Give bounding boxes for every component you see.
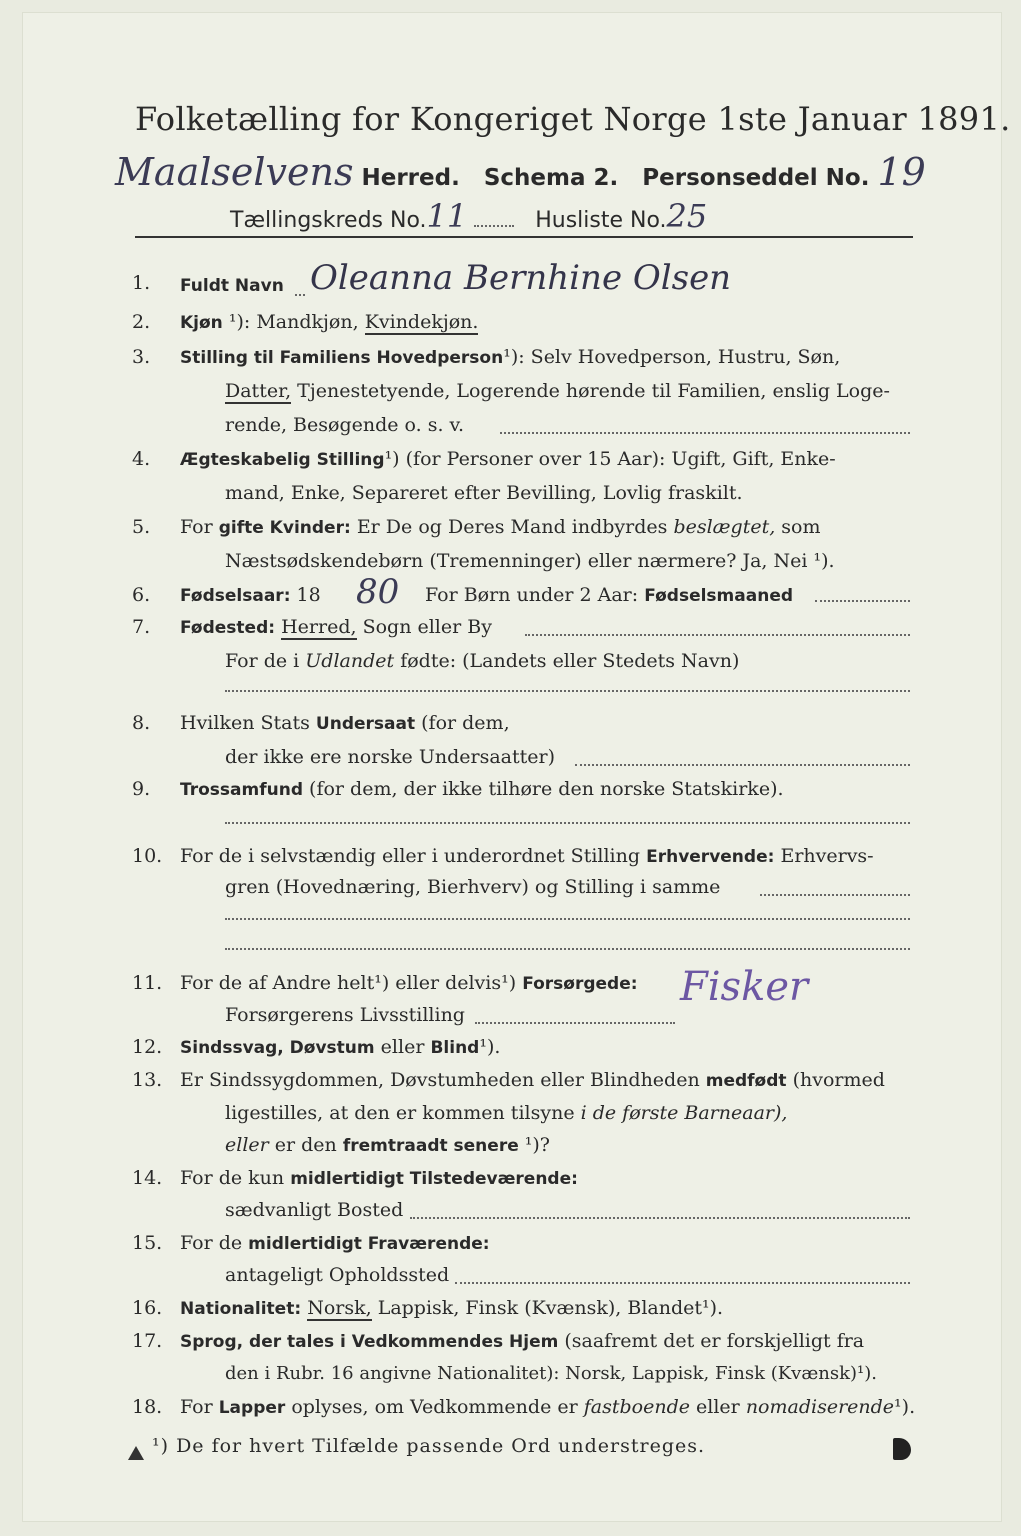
option-kvindekjon-underlined: Kvindekjøn. bbox=[364, 311, 479, 333]
item-text: ¹) (for Personer over 15 Aar): Ugift, Gift, Enke- bbox=[384, 448, 836, 470]
item-text: rende, Besøgende o. s. v. bbox=[225, 414, 465, 436]
item-number: 4. bbox=[132, 448, 151, 470]
item-label: Fødselsaar: bbox=[180, 586, 291, 606]
item-text: sædvanligt Bosted bbox=[225, 1199, 404, 1221]
item-label: Trossamfund bbox=[180, 780, 303, 800]
item-text: For bbox=[180, 1396, 213, 1418]
provider-occupation-handwritten: Fisker bbox=[680, 964, 809, 1010]
item-label: Stilling til Familiens Hovedperson bbox=[180, 348, 504, 368]
item-text-italic: nomadiserende bbox=[745, 1396, 895, 1418]
item-text-italic: i de første Barneaar), bbox=[580, 1102, 788, 1124]
item-label: medfødt bbox=[705, 1071, 787, 1091]
item-label: Ægteskabelig Stilling bbox=[180, 450, 385, 470]
item-text: den i Rubr. 16 angivne Nationalitet): Norsk, Lappisk, Finsk (Kvænsk)¹). bbox=[225, 1363, 877, 1384]
item-label: Forsørgede: bbox=[522, 974, 638, 994]
item-label: Fuldt Navn bbox=[180, 276, 284, 296]
item-text: For de af Andre helt¹) eller delvis¹) bbox=[180, 972, 517, 994]
item-text: er den bbox=[274, 1134, 337, 1156]
item-text: mand, Enke, Separeret efter Bevilling, Lovlig fraskilt. bbox=[225, 482, 743, 504]
item-number: 1. bbox=[132, 272, 151, 294]
year-prefix: 18 bbox=[296, 584, 321, 606]
herred-name-handwritten: Maalselvens bbox=[115, 150, 354, 194]
item-number: 18. bbox=[132, 1396, 163, 1418]
item-number: 16. bbox=[132, 1297, 163, 1319]
item-text: Tjenestetyende, Logerende hørende til Familien, enslig Loge- bbox=[297, 380, 890, 402]
item-text: Lappisk, Finsk (Kvænsk), Blandet¹). bbox=[377, 1297, 724, 1319]
triangle-mark-icon bbox=[128, 1446, 144, 1460]
item-text: (saafremt det er forskjelligt fra bbox=[564, 1330, 865, 1352]
footnote-ref: ¹)? bbox=[524, 1134, 550, 1156]
footnote-ref: ¹): bbox=[228, 311, 251, 333]
item-text-italic: fastboende bbox=[583, 1396, 690, 1418]
item-number: 13. bbox=[132, 1069, 163, 1091]
item-label: gifte Kvinder: bbox=[218, 518, 351, 538]
item-text-italic: eller bbox=[225, 1134, 269, 1156]
item-label: Sprog, der tales i Vedkommendes Hjem bbox=[180, 1332, 559, 1352]
item-number: 11. bbox=[132, 972, 163, 994]
item-number: 8. bbox=[132, 712, 151, 734]
item-text: Er De og Deres Mand indbyrdes bbox=[356, 516, 668, 538]
item-text: (hvormed bbox=[792, 1069, 885, 1091]
form-subheader bbox=[115, 150, 926, 194]
kreds-label: Tællingskreds No. bbox=[230, 208, 427, 233]
kreds-number: 11 bbox=[426, 197, 468, 235]
item-number: 12. bbox=[132, 1036, 163, 1058]
item-text: Forsørgerens Livsstilling bbox=[225, 1004, 465, 1026]
item-number: 6. bbox=[132, 584, 151, 606]
item-text: Er Sindssygdommen, Døvstumheden eller Blindheden bbox=[180, 1069, 700, 1091]
item-label: Undersaat bbox=[315, 714, 416, 734]
option-mandkjon: Mandkjøn, bbox=[256, 311, 359, 333]
footnote-ref: ¹). bbox=[479, 1036, 501, 1058]
item-label: fremtraadt senere bbox=[342, 1136, 519, 1156]
item-text: Hvilken Stats bbox=[180, 712, 310, 734]
item-label: midlertidigt Fraværende: bbox=[248, 1234, 490, 1254]
item-text: For de kun bbox=[180, 1167, 285, 1189]
item-text: For de i bbox=[225, 650, 300, 672]
item-number: 3. bbox=[132, 346, 151, 368]
header-divider bbox=[135, 236, 913, 238]
item-label: Lapper bbox=[218, 1398, 286, 1418]
item-text: Næstsødskendebørn (Tremenninger) eller nærmere? Ja, Nei ¹). bbox=[225, 550, 835, 572]
item-text: som bbox=[781, 516, 821, 538]
item-text: antageligt Opholdssted bbox=[225, 1264, 450, 1286]
item-number: 5. bbox=[132, 516, 151, 538]
item-label: Blind bbox=[430, 1038, 480, 1058]
item-text: gren (Hovednæring, Bierhverv) og Stilling i samme bbox=[225, 876, 721, 898]
item-label: Fødselsmaaned bbox=[644, 586, 794, 606]
item-label: midlertidigt Tilstedeværende: bbox=[290, 1169, 578, 1189]
personseddel-number: 19 bbox=[877, 150, 926, 194]
item-label: Sindssvag, Døvstum bbox=[180, 1038, 375, 1058]
item-text: Sogn eller By bbox=[362, 616, 492, 638]
blank-line bbox=[225, 948, 910, 950]
schema-label: Schema 2. bbox=[483, 165, 619, 191]
item-text: eller bbox=[696, 1396, 740, 1418]
item-number: 14. bbox=[132, 1167, 163, 1189]
blank-line bbox=[225, 690, 910, 692]
form-subheader-2 bbox=[230, 197, 850, 233]
husliste-label: Husliste No. bbox=[535, 208, 667, 233]
item-label: Erhvervende: bbox=[646, 847, 775, 867]
item-text: For Børn under 2 Aar: bbox=[425, 584, 639, 606]
item-text-italic: beslægtet, bbox=[673, 516, 776, 538]
item-number: 15. bbox=[132, 1232, 163, 1254]
item-number: 17. bbox=[132, 1330, 163, 1352]
item-label: Nationalitet: bbox=[180, 1299, 302, 1319]
item-number: 2. bbox=[132, 311, 151, 333]
item-text: For bbox=[180, 516, 213, 538]
item-text: For de i selvstændig eller i underordnet Stilling bbox=[180, 845, 641, 867]
full-name-handwritten: Oleanna Bernhine Olsen bbox=[310, 258, 732, 298]
item-label: Kjøn bbox=[180, 313, 223, 333]
blank-line bbox=[225, 918, 910, 920]
item-text: ligestilles, at den er kommen tilsyne bbox=[225, 1102, 575, 1124]
item-label: Fødested: bbox=[180, 618, 276, 638]
item-text: eller bbox=[380, 1036, 425, 1058]
item-number: 10. bbox=[132, 845, 163, 867]
footnote: ¹) De for hvert Tilfælde passende Ord understreges. bbox=[152, 1435, 706, 1457]
item-number: 7. bbox=[132, 616, 151, 638]
blank-line bbox=[225, 822, 910, 824]
item-number: 9. bbox=[132, 778, 151, 800]
husliste-number: 25 bbox=[666, 197, 708, 235]
birth-year-handwritten: 80 bbox=[356, 572, 400, 612]
item-text: ¹): Selv Hovedperson, Hustru, Søn, bbox=[503, 346, 841, 368]
item-text: Erhvervs- bbox=[780, 845, 874, 867]
footnote-ref: ¹). bbox=[894, 1396, 916, 1418]
item-text: oplyses, om Vedkommende er bbox=[291, 1396, 578, 1418]
herred-label: Herred. bbox=[361, 165, 460, 191]
item-text: For de bbox=[180, 1232, 243, 1254]
option-herred-underlined: Herred, bbox=[281, 616, 357, 638]
option-norsk-underlined: Norsk, bbox=[307, 1297, 372, 1319]
item-text: (for dem, bbox=[421, 712, 510, 734]
item-text: der ikke ere norske Undersaatter) bbox=[225, 746, 555, 768]
personseddel-label: Personseddel No. bbox=[642, 165, 870, 191]
option-datter-underlined: Datter, bbox=[225, 380, 292, 402]
item-text-italic: Udlandet bbox=[305, 650, 395, 672]
item-text: fødte: (Landets eller Stedets Navn) bbox=[400, 650, 740, 672]
form-title: Folketælling for Kongeriget Norge 1ste Januar 1891. bbox=[135, 100, 1011, 138]
item-text: (for dem, der ikke tilhøre den norske Statskirke). bbox=[309, 778, 784, 800]
